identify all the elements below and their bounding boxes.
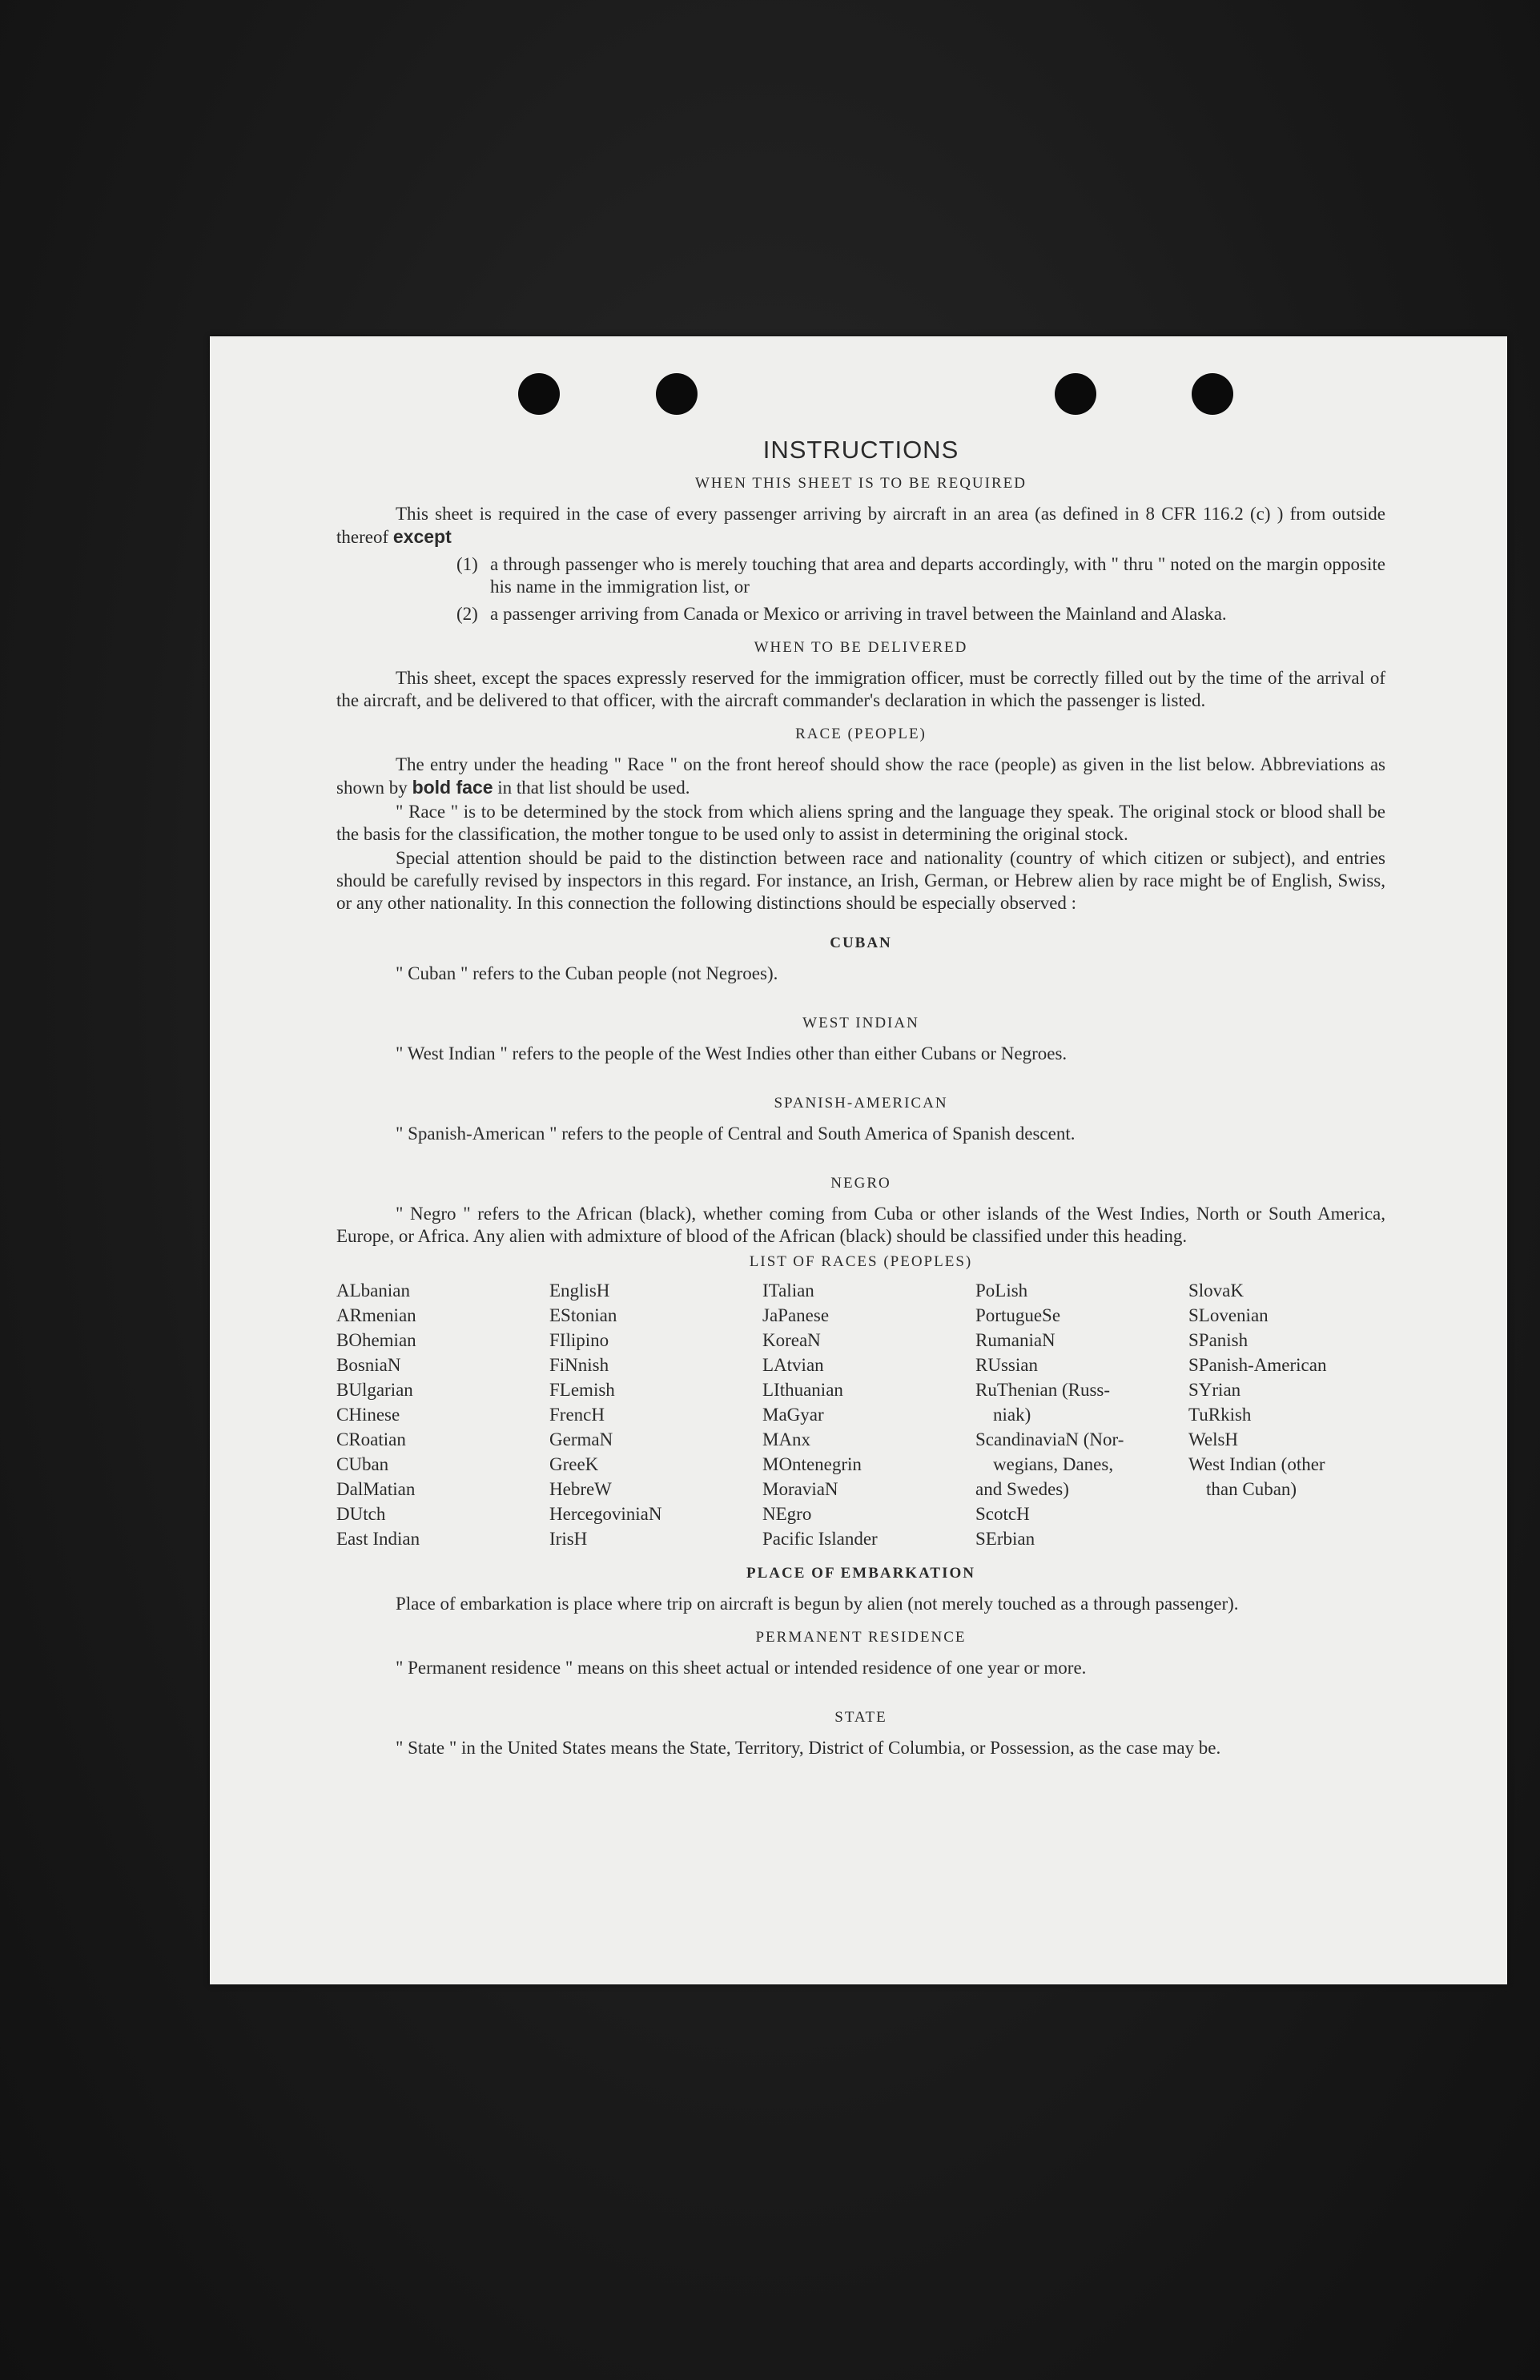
document-content (336, 436, 1385, 1761)
list-item: ScandinaviaN (Nor- (975, 1429, 1124, 1449)
punch-hole (518, 373, 560, 415)
list-item: HercegoviniaN (549, 1504, 662, 1524)
list-item: Pacific Islander (762, 1529, 878, 1549)
list-item: DUtch (336, 1504, 386, 1524)
section-heading-races: LIST OF RACES (PEOPLES) (749, 1253, 973, 1270)
list-item: TuRkish (1188, 1405, 1252, 1425)
list-item: DalMatian (336, 1479, 416, 1499)
list-item: wegians, Danes, (993, 1454, 1114, 1474)
list-item: RuThenian (Russ- (975, 1380, 1111, 1400)
punch-hole (656, 373, 698, 415)
races-column (549, 1278, 746, 1551)
list-item: IrisH (549, 1529, 588, 1549)
list-item: and Swedes) (975, 1479, 1069, 1499)
list-item: JaPanese (762, 1305, 830, 1325)
punch-hole (1192, 373, 1233, 415)
paragraph: Special attention should be paid to the distinction between race and nationality (country of which citizen or subject), and entries should be carefully revised by inspectors in this regard. For instance, an Irish, German, or Hebrew alien by race might be of English, Swiss, or any other nationality. In this connection the following distinctions should be especially observed : (336, 848, 1385, 913)
races-column (1188, 1278, 1385, 1551)
list-item: HebreW (549, 1479, 612, 1499)
list-item: than Cuban) (1206, 1479, 1297, 1499)
list-item: MoraviaN (762, 1479, 838, 1499)
list-item: NEgro (762, 1504, 812, 1524)
list-item: (1) a through passenger who is merely touching that area and departs accordingly, with " thru " noted on the margin opposite his name in the immigration list, or (456, 554, 1385, 597)
list-item: SErbian (975, 1529, 1035, 1549)
list-item: SYrian (1188, 1380, 1241, 1400)
list-item: LIthuanian (762, 1380, 843, 1400)
paragraph: Place of embarkation is place where trip on aircraft is begun by alien (not merely touched as a through passenger). (396, 1594, 1239, 1614)
list-item: FiNnish (549, 1355, 609, 1375)
list-item: RUssian (975, 1355, 1038, 1375)
races-column (762, 1278, 959, 1551)
section-heading-spanish-american: SPANISH-AMERICAN (774, 1095, 948, 1112)
punch-hole (1055, 373, 1096, 415)
list-item: SPanish-American (1188, 1355, 1327, 1375)
section-heading-embarkation: PLACE OF EMBARKATION (746, 1565, 975, 1582)
section-heading-delivered: WHEN TO BE DELIVERED (754, 639, 968, 656)
paragraph: " Race " is to be determined by the stock from which aliens spring and the language they speak. The original stock or blood shall be the basis for the classification, the mother tongue to be used only to assist in determining the original stock. (336, 802, 1385, 844)
section-heading-race: RACE (PEOPLE) (795, 726, 927, 742)
list-item: BosniaN (336, 1355, 401, 1375)
list-item: MaGyar (762, 1405, 824, 1425)
list-item: SPanish (1188, 1330, 1248, 1350)
list-item: KoreaN (762, 1330, 821, 1350)
list-item: GreeK (549, 1454, 599, 1474)
paragraph: The entry under the heading " Race " on the front hereof should show the race (people) as given in the list below. Abbreviations as shown by bold face in that list should be used. (336, 754, 1385, 798)
list-item: niak) (993, 1405, 1031, 1425)
list-item: PoLish (975, 1280, 1028, 1301)
list-item: FLemish (549, 1380, 615, 1400)
list-item: EStonian (549, 1305, 617, 1325)
paragraph: " Spanish-American " refers to the people of Central and South America of Spanish descent. (396, 1124, 1076, 1144)
list-item: CUban (336, 1454, 389, 1474)
paragraph: This sheet is required in the case of every passenger arriving by aircraft in an area (as defined in 8 CFR 116.2 (c) ) from outside thereof except (336, 504, 1385, 547)
list-item: ScotcH (975, 1504, 1030, 1524)
paragraph: " State " in the United States means the State, Territory, District of Columbia, or Possession, as the case may be. (396, 1738, 1221, 1758)
list-item: WelsH (1188, 1429, 1239, 1449)
paragraph: " Cuban " refers to the Cuban people (not Negroes). (396, 963, 778, 983)
list-item: SlovaK (1188, 1280, 1244, 1301)
paragraph: " West Indian " refers to the people of the West Indies other than either Cubans or Negroes. (396, 1043, 1068, 1063)
list-item: (2) a passenger arriving from Canada or Mexico or arriving in travel between the Mainland and Alaska. (456, 604, 1227, 624)
list-item: RumaniaN (975, 1330, 1055, 1350)
section-heading-cuban: CUBAN (830, 935, 892, 951)
list-item: PortugueSe (975, 1305, 1061, 1325)
document-sheet (210, 336, 1507, 1984)
list-item: ALbanian (336, 1280, 410, 1301)
list-item: FIlipino (549, 1330, 609, 1350)
list-item: EnglisH (549, 1280, 610, 1301)
list-item: GermaN (549, 1429, 613, 1449)
paragraph: " Permanent residence " means on this sheet actual or intended residence of one year or more. (396, 1658, 1087, 1678)
list-item: West Indian (other (1188, 1454, 1325, 1474)
races-column (336, 1278, 533, 1551)
list-item: MAnx (762, 1429, 811, 1449)
section-heading-required: WHEN THIS SHEET IS TO BE REQUIRED (695, 475, 1027, 492)
list-item: East Indian (336, 1529, 420, 1549)
paragraph: " Negro " refers to the African (black), whether coming from Cuba or other islands of the West Indies, North or South America, Europe, or Africa. Any alien with admixture of blood of the African (black) should be classified under this heading. (336, 1204, 1385, 1246)
list-item: CHinese (336, 1405, 400, 1425)
list-item: MOntenegrin (762, 1454, 862, 1474)
list-item: BOhemian (336, 1330, 416, 1350)
races-list (336, 1278, 1385, 1551)
list-item: CRoatian (336, 1429, 406, 1449)
page-title: INSTRUCTIONS (762, 436, 959, 464)
list-item: SLovenian (1188, 1305, 1269, 1325)
section-heading-residence: PERMANENT RESIDENCE (755, 1629, 967, 1646)
list-item: BUlgarian (336, 1380, 413, 1400)
section-heading-west-indian: WEST INDIAN (802, 1015, 919, 1031)
list-item: FrencH (549, 1405, 605, 1425)
list-item: LAtvian (762, 1355, 824, 1375)
races-column (975, 1278, 1172, 1551)
paragraph: This sheet, except the spaces expressly reserved for the immigration officer, must be correctly filled out by the time of the arrival of the aircraft, and be delivered to that officer, with the aircraft commander's declaration in which the passenger is listed. (336, 668, 1385, 710)
list-item: ARmenian (336, 1305, 416, 1325)
section-heading-state: STATE (834, 1709, 887, 1726)
section-heading-negro: NEGRO (830, 1175, 891, 1192)
list-item: ITalian (762, 1280, 814, 1301)
